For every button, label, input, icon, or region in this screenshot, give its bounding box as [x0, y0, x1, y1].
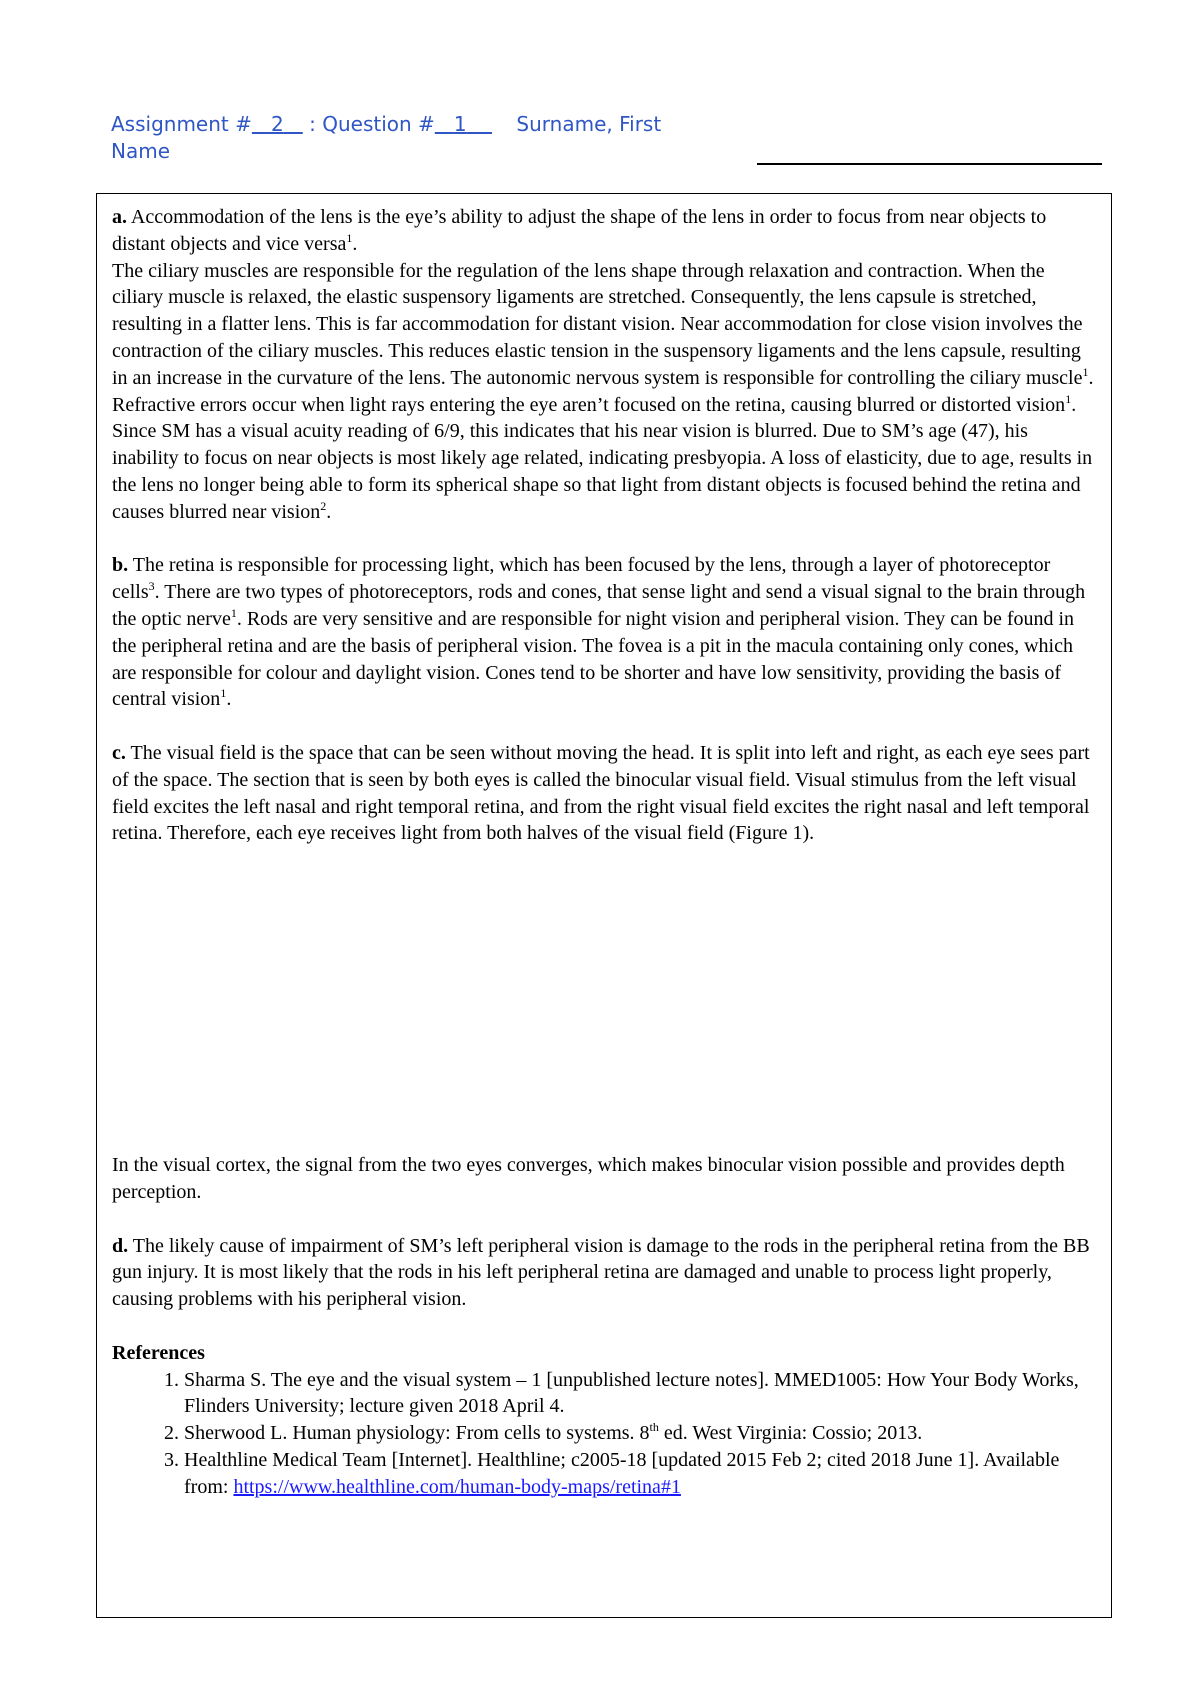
reference-item: 3. Healthline Medical Team [Internet]. Healthline; c2005-18 [updated 2015 Feb 2; cited 2018 June 1]. Available from: https://www.healthline.com/human-body-maps/retina#1 [184, 1447, 1098, 1501]
assignment-number: 2 [270, 112, 284, 136]
name-underline [757, 163, 1102, 165]
name-label-line2: Name [111, 139, 171, 163]
references-list [112, 1367, 1098, 1501]
assignment-header [111, 111, 751, 165]
name-label-line1: Surname, First [516, 112, 662, 136]
section-d: d. The likely cause of impairment of SM’s left peripheral vision is damage to the rods in the peripheral retina from the BB gun injury. It is most likely that the rods in his left peripheral retina are damaged and unable to process light properly, causing problems with his peripheral vision. [112, 1234, 1090, 1311]
section-a-p2: The ciliary muscles are responsible for the regulation of the lens shape through relaxation and contraction. When the ciliary muscle is relaxed, the elastic suspensory ligaments are stretched. Consequently, the lens capsule is stretched, resulting in a flatter lens. This is far accommodation for distant vision. Near accommodation for close vision involves the contraction of the ciliary muscles. This reduces elastic tension in the suspensory ligaments and the lens capsule, resulting in an increase in the curvature of the lens. The autonomic nervous system is responsible for controlling the ciliary muscle$^1$. [112, 259, 1094, 389]
answer-box [96, 193, 1112, 1618]
section-b: b. The retina is responsible for processing light, which has been focused by the lens, through a layer of photoreceptor cells$^3$. There are two types of photoreceptors, rods and cones, that sense light and send a visual signal to the brain through the optic nerve$^1$. Rods are very sensitive and are responsible for night vision and peripheral vision. They can be found in the peripheral retina and are the basis of peripheral vision. The fovea is a pit in the macula containing only cones, which are responsible for colour and daylight vision. Cones tend to be shorter and have low sensitivity, providing the basis of central vision$^1$. [112, 554, 1086, 711]
section-c-after-figure: In the visual cortex, the signal from the two eyes converges, which makes binocular vision possible and provides depth perception. [112, 1154, 1065, 1203]
reference-link[interactable]: https://www.healthline.com/human-body-maps/retina#1 [233, 1475, 681, 1498]
reference-item: 1. Sharma S. The eye and the visual system – 1 [unpublished lecture notes]. MMED1005: How Your Body Works, Flinders University; lecture given 2018 April 4. [184, 1367, 1098, 1421]
question-number: 1 [453, 112, 467, 136]
references-title: References [112, 1341, 205, 1364]
section-a-p1: a. Accommodation of the lens is the eye’s ability to adjust the shape of the lens in order to focus from near objects to distant objects and vice versa$^1$. [112, 206, 1047, 255]
reference-item: 2. Sherwood L. Human physiology: From cells to systems. 8th ed. West Virginia: Cossio; 2013. [184, 1420, 1098, 1447]
answer-content [112, 204, 1098, 1500]
section-c: c. The visual field is the space that can be seen without moving the head. It is split into left and right, as each eye sees part of the space. The section that is seen by both eyes is called the binocular visual field. Visual stimulus from the left visual field excites the left nasal and right temporal retina, and from the right visual field excites the right nasal and left temporal retina. Therefore, each eye receives light from both halves of the visual field (Figure 1). [112, 741, 1090, 845]
section-a-p3: Refractive errors occur when light rays entering the eye aren’t focused on the retina, causing blurred or distorted vision$^1$. Since SM has a visual acuity reading of 6/9, this indicates that his near vision is blurred. Due to SM’s age (47), his inability to focus on near objects is most likely age related, indicating presbyopia. A loss of elasticity, due to age, results in the lens no longer being able to form its spherical shape so that light from distant objects is focused behind the retina and causes blurred near vision$^2$. [112, 391, 1093, 523]
figure-placeholder [112, 847, 1098, 1152]
assignment-label: Assignment # [111, 112, 252, 136]
question-label: : Question # [309, 112, 435, 136]
